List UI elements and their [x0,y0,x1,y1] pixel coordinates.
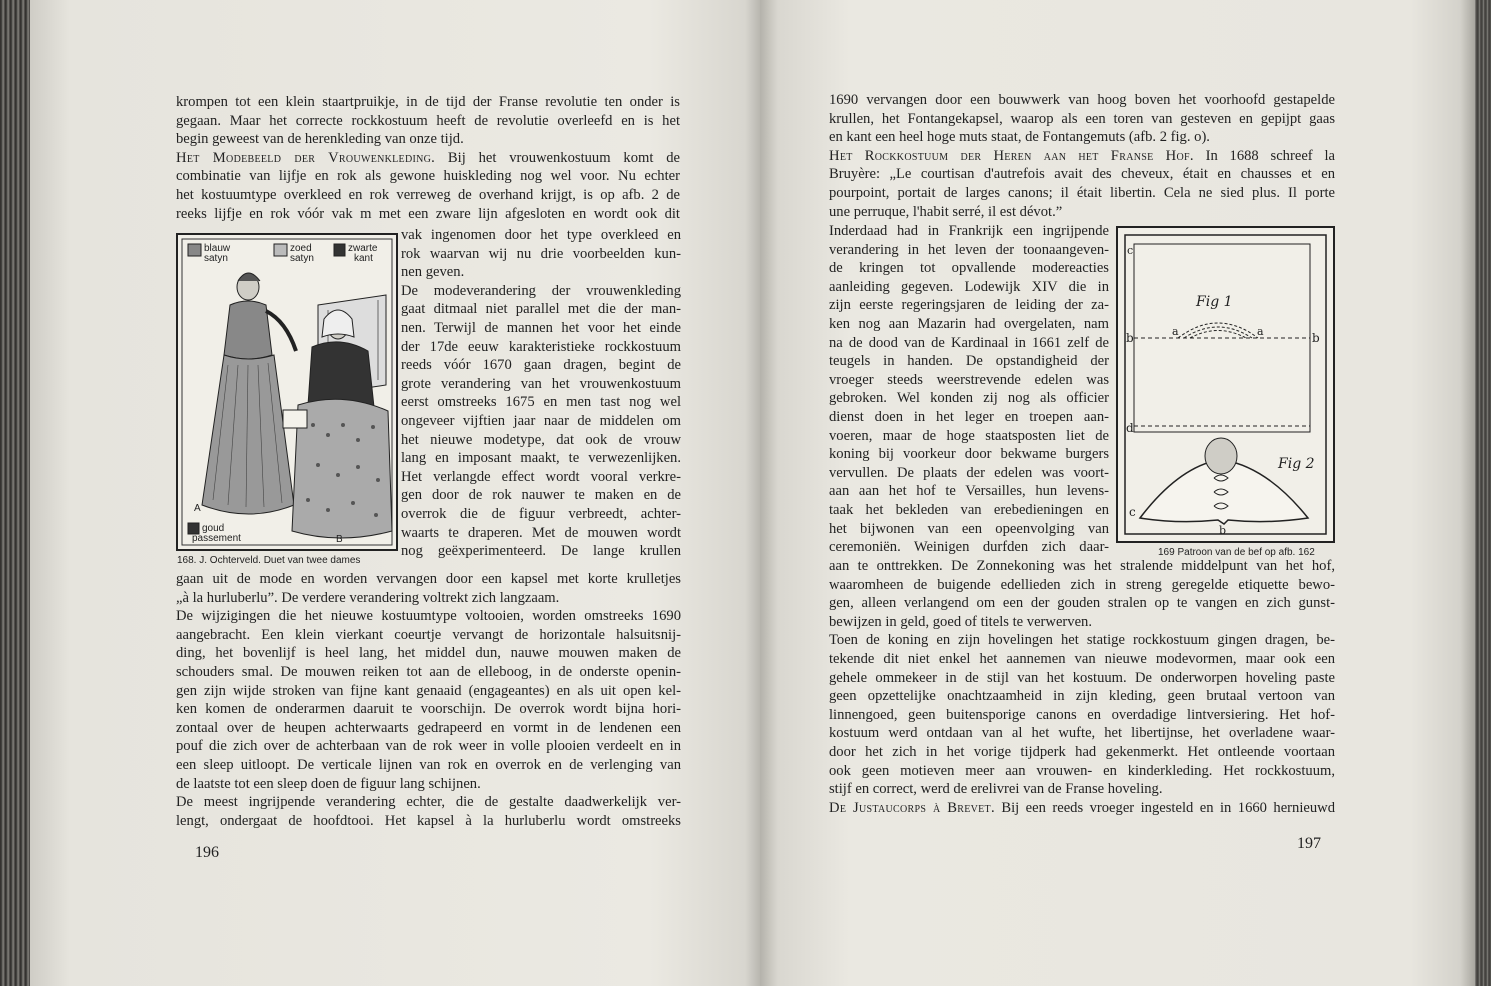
text-line: begin geweest van de herenkleding van onze tijd. [176,131,464,148]
text-line: vak ingenomen door het type overkleed en [401,227,681,243]
text-line: het nieuwe modetype, dat ook de vrouw [401,431,681,448]
text-line: Inderdaad had in Frankrijk een ingrijpende [829,223,1109,239]
text-line: gaat ditmaal niet parallel met die der man- [401,301,681,318]
text-line: nog geëxperimenteerd. De lange krullen [401,543,681,560]
text-line: In 1688 schreef la [1193,147,1335,164]
text-line: gegaan. Maar het correcte rockkostuum heeft de revolutie overleefd en is het [176,112,680,129]
right-column-beside-figure [829,222,1109,557]
text-line: ken nog aan Mazarin had overgelaten, nam [829,315,1109,332]
label-b-left: b [1126,331,1134,345]
text-line: gaan uit de mode en worden vervangen door een kapsel met korte krulletjes [176,571,681,587]
text-line: vervullen. De plaats der edelen was voort- [829,464,1109,481]
text-line: schouders smal. De mouwen reiken tot aan de elleboog, in de onderste openin- [176,663,681,680]
text-line: „à la hurluberlu”. De verdere verandering voltrekt zich langzaam. [176,589,560,606]
text-line: ook geen motieven meer aan vrouwen- en kinderkleding. Het rockkostuum, [829,762,1335,779]
text-line: gehele ommekeer in de stijl van het kostuum. De onderworpen hoveling paste [829,669,1335,686]
label-c-bottom: c [1129,505,1136,519]
label-a-left: a [1172,325,1179,338]
text-line: rok waarvan wij nu drie voorbeelden kun- [401,245,681,262]
text-line: reeds vóór 1670 gaan dragen, begint de [401,357,681,374]
text-line: De wijzigingen die het nieuwe kostuumtype voltooien, worden omstreeks 1690 [176,608,681,625]
right-bottom-paragraph [829,557,1335,817]
text-line: aanleiding gegeven. Lodewijk XIV die in [829,278,1109,295]
text-line: stijf en correct, werd de erelivrei van de Franse hoveling. [829,781,1163,798]
letter-b: B [336,534,343,545]
text-line: taak het bekleden van erebedieningen en [829,501,1109,518]
right-page-edges [1475,0,1491,986]
section-heading-vrouwenkleding: Het Modebeeld der Vrouwenkleding. [176,149,436,166]
text-line: aan aan het hof te Versailles, hun levens- [829,483,1109,500]
text-line: De modeverandering der vrouwenkleding [401,282,681,299]
text-line: dienst doen in het leger en troepen aan- [829,408,1109,425]
page-number-right: 197 [1297,835,1321,852]
text-line: 1690 vervangen door een bouwwerk van hoog boven het voorhoofd gestapelde [829,92,1335,108]
text-line: Bij het vrouwenkostuum komt de [435,149,680,166]
fig1-label: Fig 1 [1196,294,1233,310]
text-line: krullen, het Fontangekapsel, waarop als een toren van gesteven en gepijpt gaas [829,110,1335,127]
text-line: De meest ingrijpende verandering echter, die de gestalte daadwerkelijk ver- [176,794,681,811]
figure-169-caption: 169 Patroon van de bef op afb. 162 [1158,547,1315,558]
swatch-label-zoed: zoed [290,243,312,254]
text-line: Bruyère: „Le courtisan d'autrefois avait des cheveux, était en chausses et en [829,166,1335,183]
text-line: voeren, maar de hoge staatsposten liet de [829,427,1109,444]
text-line: pouf die zich over de achterbaan van de rok weer in volle plooien verdeelt en in [176,738,681,755]
text-line: Toen de koning en zijn hovelingen het statige rockkostuum gingen dragen, be- [829,632,1335,649]
text-line: ding, het bovenlijf is heel lang, het middel dun, nauwe mouwen maken de [176,645,681,662]
figure-168-caption: 168. J. Ochterveld. Duet van twee dames [177,555,361,566]
text-line: de laatste tot een sleep doen de figuur lang schijnen. [176,775,481,792]
text-line: Bij een reeds vroeger ingesteld en in 1660 hernieuwd [994,799,1336,816]
text-line: waaromheen de buigende edellieden zich in streng geregelde etiquette bewo- [829,576,1335,593]
text-line: gen zijn wijde stroken van fijne kant genaaid (engageantes) en als uit open kel- [176,682,681,699]
letter-a: A [194,503,201,514]
text-line: zijn eerste regeringsjaren de leiding der za- [829,297,1109,314]
text-line: gebroken. Wel konden zij nog als officier [829,390,1109,407]
text-line: en kant een heel hoge muts staat, de Fontangemuts (afb. 2 fig. o). [829,129,1210,146]
swatch-label-goud: goud [202,523,225,534]
text-line: lang en imposant maakt, te verwezenlijken. [401,450,681,467]
swatch-label-kant: kant [354,253,373,264]
text-line: bewijzen in geld, goed of titels te verwerven. [829,613,1093,630]
left-page-edges [0,0,30,986]
text-line: pourpoint, portait de larges canons; il était libertin. Cela ne sied plus. Il porte [829,184,1335,201]
two-ladies-illustration [178,235,396,549]
text-line: linnengoed, geen buitensporige canons en overdadige lintversiering. Het hof- [829,706,1335,723]
text-line: ceremoniën. Weinigen durfden zich daar- [829,539,1109,556]
text-line: door het zich in het vorige tijdperk had gekenmerkt. Het ontleende voortaan [829,743,1335,760]
text-line: gen door de rok nauwer te maken en de [401,487,681,504]
text-line: krompen tot een klein staartpruikje, in de tijd der Franse revolutie ten onder is [176,94,680,110]
swatch-label-satyn-2: satyn [290,253,314,264]
text-line: ken komen de onderarmen daaruit te voorschijn. De overrok wordt bijna hori- [176,701,681,718]
text-line: grote verandering van het vrouwenkostuum [401,375,681,392]
text-line: une perruque, l'habit serré, il est dévot.” [829,203,1063,220]
left-top-paragraph [176,93,680,223]
text-line: gen, alleen verlangend om een der gouden stralen op te vangen en zich gunst- [829,595,1335,612]
figure-168-engraving [176,233,398,551]
text-line: eerst omstreeks 1675 en men tast nog wel [401,394,681,411]
text-line: na de dood van de Kardinaal in 1661 zelf de [829,334,1109,351]
text-line: tekende dit niet enkel het aannemen van nieuwe modevormen, maar ook een [829,650,1335,667]
text-line: combinatie van lijfje en rok als gewone huiskleding nog wel voor. Nu echter [176,168,680,185]
text-line: teugels in handen. De opstandigheid der [829,353,1109,370]
label-b-bottom: b [1219,524,1227,537]
text-line: nen. Terwijl de mannen het voor het einde [401,319,681,336]
text-line: overrok die de figuur verbreedt, achter- [401,505,681,522]
figure-169-pattern [1116,226,1335,543]
text-line: het bijwonen van een opeenvolging van [829,520,1109,537]
label-a-right: a [1257,325,1264,338]
text-line: koning bij voorkeur door bekwame burgers [829,446,1109,463]
label-d: d [1126,421,1134,435]
bef-pattern-diagram [1118,228,1333,541]
text-line: nen geven. [401,264,465,281]
swatch-label-blauw: blauw [204,243,231,254]
text-line: aangebracht. Een klein vierkant coeurtje vervangt de horizontale halsuitsnij- [176,626,681,643]
text-line: der 17de eeuw karakteristieke rockkostuum [401,338,681,355]
page-number-left: 196 [195,844,219,861]
text-line: aan te onttrekken. De Zonnekoning was het stralende middelpunt van het hof, [829,558,1335,574]
swatch-label-passement: passement [192,533,241,544]
text-line: vroeger steeds weerstrevende edelen was [829,371,1109,388]
swatch-label-zwarte: zwarte [348,243,378,254]
section-heading-justaucorps: De Justaucorps à Brevet. [829,799,995,816]
left-bottom-paragraph [176,570,681,830]
text-line: waarts te draperen. Met de mouwen wordt [401,524,681,541]
fig2-label: Fig 2 [1278,456,1315,472]
text-line: zontaal over de heupen achterwaarts gedrapeerd en vormt in de lendenen een [176,719,681,736]
text-line: geen opzettelijke onachtzaamheid in zijn kleding, geen brutaal vertoon van [829,688,1335,705]
label-c-top: c [1127,244,1134,257]
text-line: Het verlangde effect wordt vooral verkre- [401,468,681,485]
label-b-right: b [1312,331,1320,345]
text-line: verandering in het leven der toonaangeven- [829,241,1109,258]
text-line: reeks lijfje en rok vóór vak m met een zware lijn afgesloten en wordt ook dit [176,205,680,222]
text-line: een sleep uitloopt. De verticale lijnen van rok en overrok en de verlenging van [176,756,681,773]
text-line: ongeveer vijftien jaar naar de middelen om [401,412,681,429]
section-heading-rockkostuum: Het Rockkostuum der Heren aan het Franse Hof. [829,147,1194,164]
text-line: de kringen tot opvallende modereacties [829,260,1109,277]
left-column-beside-figure [401,226,681,561]
swatch-label-satyn: satyn [204,253,228,264]
text-line: kostuum werd ontdaan van al het wufte, het libertijnse, het overladene waar- [829,725,1335,742]
right-top-paragraph [829,91,1335,221]
text-line: lengt, ondergaat de hoofdtooi. Het kapsel à la hurluberlu wordt omstreeks [176,812,681,829]
text-line: het kostuumtype overkleed en rok verreweg de overhand krijgt, is op afb. 2 de [176,186,680,203]
